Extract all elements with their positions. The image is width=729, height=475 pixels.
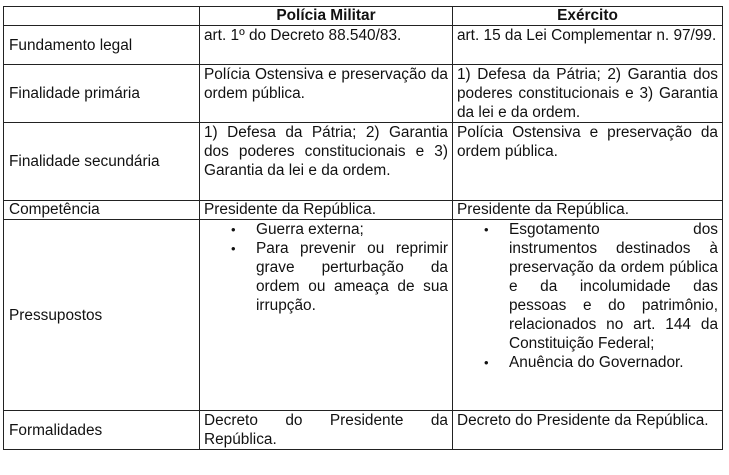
cell-exercito: art. 15 da Lei Complementar n. 97/99.	[453, 26, 723, 65]
list-item	[484, 353, 718, 372]
cell-policia-militar: Polícia Ostensiva e preservação da ordem pública.	[200, 65, 453, 123]
cell-policia-militar: Presidente da República.	[200, 201, 453, 220]
cell-exercito: 1) Defesa da Pátria; 2) Garantia dos poderes constitucionais e 3) Garantia da lei e da ordem.	[453, 65, 723, 123]
bullet-list	[457, 220, 718, 372]
table-row-competencia	[4, 201, 723, 220]
list-item-text: Guerra externa;	[256, 221, 364, 238]
cell-exercito: Polícia Ostensiva e preservação da ordem pública.	[453, 123, 723, 201]
list-item-text: Esgotamento dos instrumentos destinados à preservação da ordem pública e da incolumidade das pessoas e do patrimônio, relacionados no art. 144 da Constituição Federal;	[509, 221, 718, 352]
bullet-icon: •	[231, 222, 236, 237]
comparison-table	[3, 6, 723, 450]
cell-exercito: Presidente da República.	[453, 201, 723, 220]
header-exercito: Exército	[453, 7, 723, 26]
list-item-text: Anuência do Governador.	[509, 354, 684, 371]
cell-policia-militar	[200, 220, 453, 411]
row-label: Fundamento legal	[4, 26, 200, 65]
row-label: Formalidades	[4, 411, 200, 450]
cell-policia-militar: 1) Defesa da Pátria; 2) Garantia dos poderes constitucionais e 3) Garantia da lei e da ordem.	[200, 123, 453, 201]
cell-policia-militar: art. 1º do Decreto 88.540/83.	[200, 26, 453, 65]
bullet-icon: •	[231, 241, 236, 256]
row-label: Competência	[4, 201, 200, 220]
bullet-icon: •	[484, 222, 489, 237]
bullet-list	[204, 220, 448, 315]
header-empty-cell	[4, 7, 200, 26]
cell-policia-militar: Decreto do Presidente da República.	[200, 411, 453, 450]
header-policia-militar: Polícia Militar	[200, 7, 453, 26]
list-item-text: Para prevenir ou reprimir grave perturbação da ordem ou ameaça de sua irrupção.	[256, 240, 448, 314]
cell-exercito: Decreto do Presidente da República.	[453, 411, 723, 450]
comparison-table-container	[3, 6, 723, 450]
list-item	[484, 220, 718, 353]
table-row-fundamento-legal	[4, 26, 723, 65]
row-label: Pressupostos	[4, 220, 200, 411]
table-row-pressupostos	[4, 220, 723, 411]
table-row-finalidade-secundaria	[4, 123, 723, 201]
table-header-row	[4, 7, 723, 26]
table-row-formalidades	[4, 411, 723, 450]
cell-exercito	[453, 220, 723, 411]
row-label: Finalidade secundária	[4, 123, 200, 201]
list-item	[231, 220, 448, 239]
bullet-icon: •	[484, 355, 489, 370]
table-row-finalidade-primaria	[4, 65, 723, 123]
list-item	[231, 239, 448, 315]
row-label: Finalidade primária	[4, 65, 200, 123]
